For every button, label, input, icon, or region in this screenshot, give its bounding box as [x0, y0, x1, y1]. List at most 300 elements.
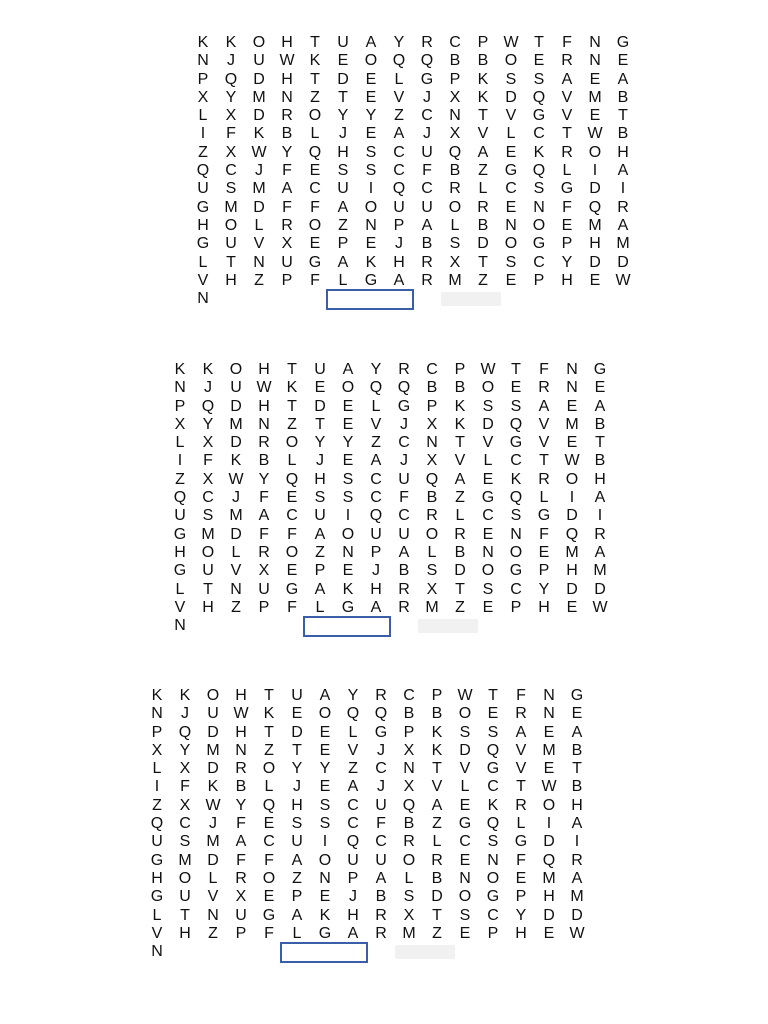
grid-letter: K — [477, 88, 489, 106]
grid-letter: A — [370, 598, 382, 616]
grid-letter: U — [235, 906, 247, 924]
grid-letter: H — [337, 143, 349, 161]
watermark-patch — [418, 619, 478, 633]
grid-letter: V — [538, 434, 550, 452]
grid-letter: A — [594, 397, 606, 415]
grid-letter: O — [504, 235, 518, 253]
grid-letter: Q — [565, 525, 579, 543]
grid-letter: H — [566, 562, 578, 580]
grid-letter: V — [515, 741, 527, 759]
grid-letter: E — [365, 125, 377, 143]
grid-letter: M — [593, 562, 607, 580]
grid-letter: F — [376, 815, 386, 833]
grid-letter: Q — [397, 379, 411, 397]
grid-letter: S — [365, 143, 377, 161]
grid-letter: C — [375, 833, 387, 851]
grid-letter: E — [342, 415, 354, 433]
word-search-puzzle-2 — [166, 361, 626, 635]
grid-letter: G — [173, 562, 187, 580]
grid-letter: K — [202, 361, 214, 378]
grid-letter: X — [403, 778, 415, 796]
grid-letter: G — [570, 687, 584, 704]
grid-letter: Y — [393, 34, 405, 51]
grid-letter: R — [375, 906, 387, 924]
grid-letter: E — [309, 162, 321, 180]
grid-letter: W — [256, 379, 272, 397]
grid-letter: W — [541, 778, 557, 796]
grid-letter: D — [230, 397, 242, 415]
grid-letter: P — [258, 598, 270, 616]
grid-letter: F — [282, 198, 292, 216]
grid-letter: R — [454, 525, 466, 543]
grid-letter: R — [561, 143, 573, 161]
grid-letter: S — [342, 470, 354, 488]
grid-letter: C — [398, 434, 410, 452]
grid-letter: L — [198, 107, 208, 125]
grid-letter: T — [292, 741, 302, 759]
grid-letter: C — [370, 470, 382, 488]
grid-letter: Y — [347, 687, 359, 704]
grid-letter: O — [262, 869, 276, 887]
grid-letter: L — [208, 869, 218, 887]
grid-letter: Q — [588, 198, 602, 216]
grid-letter: M — [206, 833, 220, 851]
grid-letter: V — [561, 107, 573, 125]
grid-letter: H — [291, 796, 303, 814]
grid-letter: E — [487, 705, 499, 723]
grid-letter: A — [235, 833, 247, 851]
letter-grid — [166, 361, 626, 635]
grid-letter: Y — [281, 143, 293, 161]
grid-letter: R — [281, 216, 293, 234]
grid-letter: E — [319, 723, 331, 741]
grid-letter: P — [197, 70, 209, 88]
grid-letter: D — [337, 70, 349, 88]
grid-letter: C — [482, 507, 494, 525]
grid-letter: P — [487, 924, 499, 942]
grid-letter: Q — [369, 379, 383, 397]
grid-letter: T — [478, 107, 488, 125]
grid-letter: Z — [394, 107, 404, 125]
grid-letter: G — [481, 489, 495, 507]
grid-letter: E — [505, 143, 517, 161]
grid-letter: N — [197, 52, 209, 70]
grid-letter: S — [487, 723, 499, 741]
grid-letter: L — [506, 125, 516, 143]
grid-letter: Q — [420, 52, 434, 70]
grid-letter: U — [258, 580, 270, 598]
grid-letter: B — [617, 88, 629, 106]
grid-letter: U — [398, 470, 410, 488]
grid-letter: H — [281, 34, 293, 51]
grid-letter: B — [431, 869, 443, 887]
grid-letter: J — [349, 888, 357, 906]
grid-letter: E — [561, 216, 573, 234]
grid-letter: I — [546, 815, 552, 833]
word-search-puzzle-1 — [189, 34, 649, 308]
grid-letter: U — [375, 851, 387, 869]
grid-letter: O — [425, 525, 439, 543]
grid-letter: Q — [224, 70, 238, 88]
grid-letter: T — [338, 88, 348, 106]
grid-letter: S — [533, 180, 545, 198]
grid-letter: E — [505, 271, 517, 289]
grid-letter: L — [478, 180, 488, 198]
grid-letter: A — [571, 869, 583, 887]
grid-letter: U — [174, 507, 186, 525]
grid-letter: R — [515, 705, 527, 723]
grid-letter: L — [562, 162, 572, 180]
grid-letter: E — [589, 271, 601, 289]
grid-letter: E — [515, 869, 527, 887]
grid-letter: A — [393, 271, 405, 289]
grid-letter: K — [454, 415, 466, 433]
grid-letter: K — [179, 687, 191, 704]
grid-letter: C — [505, 180, 517, 198]
grid-letter: H — [393, 253, 405, 271]
grid-letter: H — [571, 796, 583, 814]
grid-letter: A — [337, 253, 349, 271]
grid-letter: X — [403, 906, 415, 924]
grid-letter: L — [432, 833, 442, 851]
grid-letter: A — [454, 470, 466, 488]
grid-letter: X — [426, 452, 438, 470]
grid-letter: S — [533, 70, 545, 88]
grid-letter: B — [594, 415, 606, 433]
grid-letter: P — [561, 235, 573, 253]
grid-letter: Y — [225, 88, 237, 106]
grid-letter: P — [431, 687, 443, 704]
grid-letter: K — [342, 580, 354, 598]
grid-letter: J — [423, 88, 431, 106]
grid-letter: E — [482, 470, 494, 488]
grid-letter: K — [230, 452, 242, 470]
grid-letter: N — [403, 760, 415, 778]
grid-letter: Z — [264, 741, 274, 759]
grid-letter: W — [564, 452, 580, 470]
grid-letter: N — [281, 88, 293, 106]
grid-letter: P — [403, 723, 415, 741]
grid-letter: R — [398, 361, 410, 378]
grid-letter: T — [310, 34, 320, 51]
grid-letter: N — [151, 705, 163, 723]
grid-letter: R — [235, 760, 247, 778]
grid-letter: Z — [310, 88, 320, 106]
grid-letter: U — [151, 833, 163, 851]
grid-letter: A — [617, 216, 629, 234]
grid-letter: O — [481, 379, 495, 397]
grid-letter: H — [281, 70, 293, 88]
grid-letter: N — [253, 253, 265, 271]
grid-letter: X — [225, 107, 237, 125]
grid-letter: E — [319, 888, 331, 906]
grid-letter: L — [254, 216, 264, 234]
grid-letter: X — [202, 434, 214, 452]
grid-letter: C — [347, 815, 359, 833]
grid-letter: W — [205, 796, 221, 814]
grid-letter: H — [594, 470, 606, 488]
grid-letter: E — [566, 397, 578, 415]
grid-letter: P — [533, 271, 545, 289]
grid-letter: V — [431, 778, 443, 796]
grid-letter: E — [566, 598, 578, 616]
grid-letter: S — [482, 397, 494, 415]
grid-letter: L — [371, 397, 381, 415]
grid-letter: B — [571, 741, 583, 759]
grid-letter: R — [617, 198, 629, 216]
grid-letter: L — [152, 760, 162, 778]
grid-letter: E — [589, 107, 601, 125]
grid-letter: U — [421, 198, 433, 216]
grid-letter: L — [198, 253, 208, 271]
grid-letter: Y — [314, 434, 326, 452]
grid-letter: J — [339, 125, 347, 143]
grid-letter: O — [364, 52, 378, 70]
grid-letter: K — [207, 778, 219, 796]
grid-letter: K — [263, 705, 275, 723]
grid-letter: U — [370, 525, 382, 543]
grid-letter: E — [286, 562, 298, 580]
grid-letter: C — [263, 833, 275, 851]
grid-letter: K — [319, 906, 331, 924]
grid-letter: J — [423, 125, 431, 143]
grid-letter: K — [197, 34, 209, 51]
grid-letter: Y — [235, 796, 247, 814]
grid-letter: C — [286, 507, 298, 525]
grid-letter: P — [515, 888, 527, 906]
grid-letter: V — [253, 235, 265, 253]
grid-letter: L — [292, 924, 302, 942]
grid-letter: O — [308, 107, 322, 125]
grid-letter: W — [480, 361, 496, 378]
grid-letter: E — [533, 52, 545, 70]
grid-letter: R — [431, 851, 443, 869]
grid-letter: A — [370, 452, 382, 470]
grid-letter: D — [589, 253, 601, 271]
grid-letter: J — [232, 489, 240, 507]
grid-letter: L — [455, 507, 465, 525]
grid-letter: M — [542, 869, 556, 887]
grid-letter: G — [560, 180, 574, 198]
grid-letter: E — [365, 88, 377, 106]
grid-letter: R — [398, 580, 410, 598]
grid-letter: F — [562, 198, 572, 216]
grid-letter: G — [486, 760, 500, 778]
grid-letter: P — [314, 562, 326, 580]
grid-letter: Q — [486, 815, 500, 833]
grid-letter: O — [486, 869, 500, 887]
grid-letter: S — [482, 580, 494, 598]
grid-letter: B — [235, 778, 247, 796]
grid-letter: B — [477, 216, 489, 234]
grid-letter: A — [477, 143, 489, 161]
grid-letter: I — [345, 507, 351, 525]
grid-letter: Z — [175, 470, 185, 488]
grid-letter: B — [431, 705, 443, 723]
grid-letter: D — [505, 88, 517, 106]
grid-letter: D — [230, 434, 242, 452]
grid-letter: A — [291, 906, 303, 924]
grid-letter: Y — [179, 741, 191, 759]
grid-letter: C — [393, 143, 405, 161]
grid-letter: C — [533, 125, 545, 143]
grid-letter: R — [375, 924, 387, 942]
grid-letter: O — [229, 361, 243, 378]
grid-letter: Q — [262, 796, 276, 814]
grid-letter: T — [539, 452, 549, 470]
grid-letter: M — [565, 415, 579, 433]
grid-letter: G — [308, 253, 322, 271]
grid-letter: T — [180, 906, 190, 924]
grid-letter: E — [543, 760, 555, 778]
grid-letter: R — [235, 869, 247, 887]
grid-letter: R — [398, 598, 410, 616]
grid-letter: C — [393, 162, 405, 180]
grid-letter: A — [571, 723, 583, 741]
grid-letter: V — [482, 434, 494, 452]
grid-letter: H — [617, 143, 629, 161]
grid-letter: H — [258, 361, 270, 378]
grid-letter: G — [593, 361, 607, 378]
grid-letter: N — [207, 906, 219, 924]
grid-letter: O — [318, 705, 332, 723]
grid-letter: D — [477, 235, 489, 253]
grid-letter: S — [459, 906, 471, 924]
grid-letter: L — [175, 580, 185, 598]
grid-letter: L — [460, 778, 470, 796]
grid-letter: V — [174, 598, 186, 616]
grid-letter: P — [174, 397, 186, 415]
grid-letter: Q — [346, 833, 360, 851]
grid-letter: R — [449, 180, 461, 198]
grid-letter: Y — [258, 470, 270, 488]
grid-letter: C — [225, 162, 237, 180]
grid-letter: Q — [369, 507, 383, 525]
grid-letter: T — [203, 580, 213, 598]
found-word-highlight — [303, 616, 391, 637]
grid-letter: N — [459, 869, 471, 887]
grid-letter: X — [449, 88, 461, 106]
grid-letter: Q — [425, 470, 439, 488]
grid-letter: D — [431, 888, 443, 906]
grid-letter: X — [151, 741, 163, 759]
grid-letter: D — [543, 906, 555, 924]
grid-letter: U — [337, 180, 349, 198]
grid-letter: E — [365, 70, 377, 88]
letter-grid — [189, 34, 649, 308]
grid-letter: N — [365, 216, 377, 234]
grid-letter: O — [504, 52, 518, 70]
grid-letter: A — [319, 687, 331, 704]
grid-letter: K — [286, 379, 298, 397]
grid-letter: N — [533, 198, 545, 216]
grid-letter: L — [450, 216, 460, 234]
grid-letter: R — [421, 34, 433, 51]
grid-letter: D — [571, 906, 583, 924]
grid-letter: A — [561, 70, 573, 88]
grid-letter: E — [286, 489, 298, 507]
grid-letter: D — [543, 833, 555, 851]
grid-letter: D — [207, 723, 219, 741]
grid-letter: M — [252, 180, 266, 198]
grid-letter: C — [459, 833, 471, 851]
grid-letter: E — [337, 52, 349, 70]
grid-letter: F — [203, 452, 213, 470]
grid-letter: C — [449, 34, 461, 51]
grid-letter: S — [505, 70, 517, 88]
grid-letter: A — [281, 180, 293, 198]
grid-letter: D — [253, 198, 265, 216]
grid-letter: W — [279, 52, 295, 70]
grid-letter: A — [342, 361, 354, 378]
grid-letter: J — [395, 235, 403, 253]
grid-letter: E — [263, 815, 275, 833]
grid-letter: T — [516, 778, 526, 796]
grid-letter: S — [291, 815, 303, 833]
grid-letter: B — [375, 888, 387, 906]
grid-letter: R — [594, 525, 606, 543]
grid-letter: M — [448, 271, 462, 289]
grid-letter: F — [236, 815, 246, 833]
grid-letter: G — [537, 507, 551, 525]
grid-letter: X — [426, 415, 438, 433]
grid-letter: N — [319, 869, 331, 887]
grid-letter: S — [365, 162, 377, 180]
grid-letter: N — [482, 543, 494, 561]
grid-letter: O — [318, 851, 332, 869]
grid-letter: Z — [152, 796, 162, 814]
grid-letter: F — [259, 489, 269, 507]
grid-letter: G — [504, 162, 518, 180]
grid-letter: U — [291, 833, 303, 851]
grid-letter: W — [503, 34, 519, 51]
grid-letter: E — [617, 52, 629, 70]
grid-letter: P — [426, 397, 438, 415]
grid-letter: G — [509, 434, 523, 452]
grid-letter: S — [487, 833, 499, 851]
grid-letter: Q — [542, 851, 556, 869]
grid-letter: O — [201, 543, 215, 561]
grid-letter: L — [394, 70, 404, 88]
grid-letter: R — [281, 107, 293, 125]
grid-letter: E — [459, 796, 471, 814]
grid-letter: X — [197, 88, 209, 106]
grid-letter: B — [258, 452, 270, 470]
grid-letter: D — [566, 507, 578, 525]
grid-letter: K — [151, 687, 163, 704]
grid-letter: N — [566, 361, 578, 378]
grid-letter: T — [455, 434, 465, 452]
grid-letter: U — [398, 525, 410, 543]
grid-letter: T — [572, 760, 582, 778]
grid-letter: Y — [370, 361, 382, 378]
grid-letter: F — [180, 778, 190, 796]
grid-letter: N — [543, 687, 555, 704]
grid-letter: J — [227, 52, 235, 70]
grid-letter: T — [264, 723, 274, 741]
grid-letter: C — [179, 815, 191, 833]
grid-letter: H — [258, 397, 270, 415]
grid-letter: E — [263, 888, 275, 906]
grid-letter: Q — [178, 723, 192, 741]
grid-letter: L — [539, 489, 549, 507]
grid-letter: X — [281, 235, 293, 253]
grid-letter: W — [569, 924, 585, 942]
grid-letter: N — [589, 52, 601, 70]
grid-letter: K — [309, 52, 321, 70]
grid-letter: C — [421, 180, 433, 198]
grid-letter: E — [538, 543, 550, 561]
